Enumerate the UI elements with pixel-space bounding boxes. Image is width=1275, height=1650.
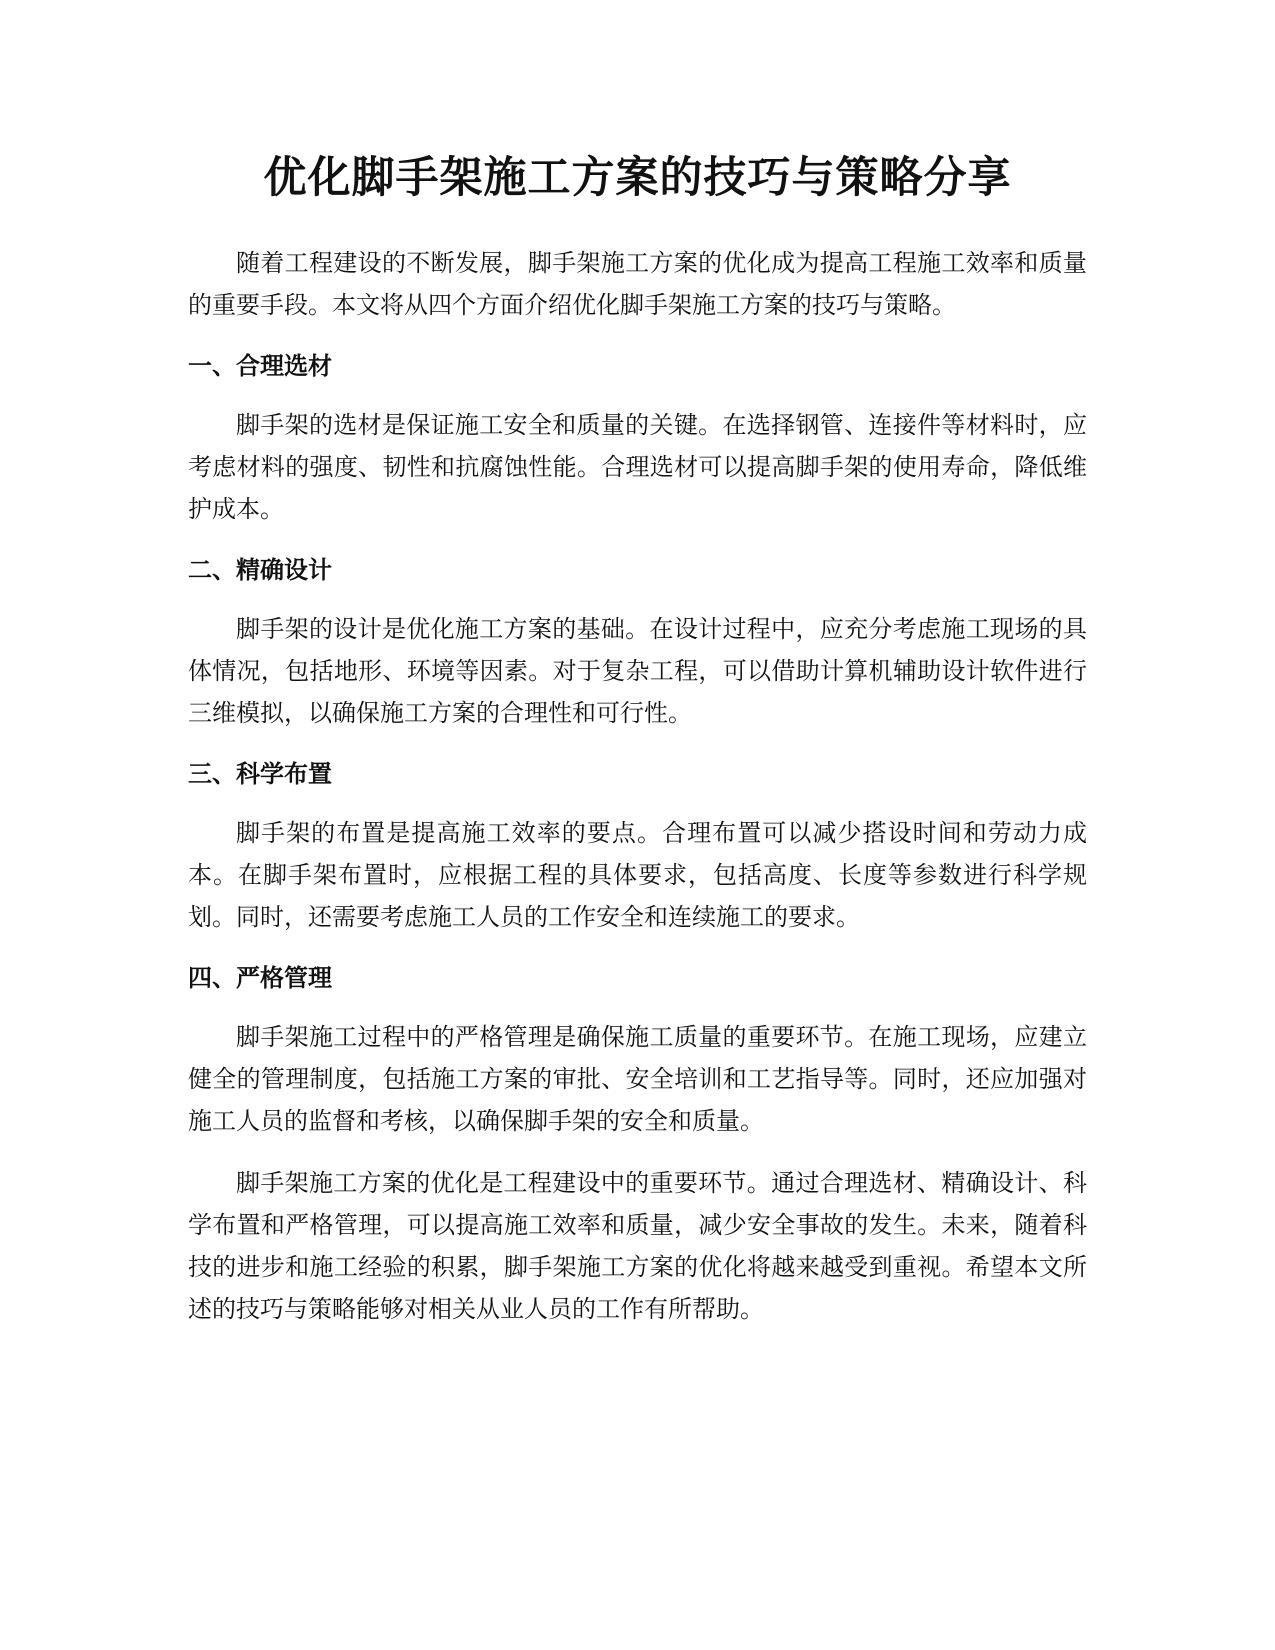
section-heading-design: 二、精确设计 <box>188 556 332 584</box>
document-body <box>188 242 1087 1350</box>
section-body-material: 脚手架的选材是保证施工安全和质量的关键。在选择钢管、连接件等材料时，应考虑材料的强度、韧性和抗腐蚀性能。合理选材可以提高脚手架的使用寿命，降低维护成本。 <box>188 411 1087 523</box>
section-body-layout: 脚手架的布置是提高施工效率的要点。合理布置可以减少搭设时间和劳动力成本。在脚手架布置时，应根据工程的具体要求，包括高度、长度等参数进行科学规划。同时，还需要考虑施工人员的工作安全和连续施工的要求。 <box>188 819 1087 931</box>
section-heading-management: 四、严格管理 <box>188 964 332 992</box>
section-body-management: 脚手架施工过程中的严格管理是确保施工质量的重要环节。在施工现场，应建立健全的管理制度，包括施工方案的审批、安全培训和工艺指导等。同时，还应加强对施工人员的监督和考核，以确保脚手架的安全和质量。 <box>188 1023 1087 1135</box>
intro-paragraph: 随着工程建设的不断发展，脚手架施工方案的优化成为提高工程施工效率和质量的重要手段。本文将从四个方面介绍优化脚手架施工方案的技巧与策略。 <box>188 249 1087 319</box>
section-body-design: 脚手架的设计是优化施工方案的基础。在设计过程中，应充分考虑施工现场的具体情况，包括地形、环境等因素。对于复杂工程，可以借助计算机辅助设计软件进行三维模拟，以确保施工方案的合理性和可行性。 <box>188 615 1087 727</box>
section-heading-material: 一、合理选材 <box>188 352 332 380</box>
section-heading-layout: 三、科学布置 <box>188 760 332 788</box>
conclusion-paragraph: 脚手架施工方案的优化是工程建设中的重要环节。通过合理选材、精确设计、科学布置和严格管理，可以提高施工效率和质量，减少安全事故的发生。未来，随着科技的进步和施工经验的积累，脚手架施工方案的优化将越来越受到重视。希望本文所述的技巧与策略能够对相关从业人员的工作有所帮助。 <box>188 1169 1087 1323</box>
document-title: 优化脚手架施工方案的技巧与策略分享 <box>263 153 1012 203</box>
